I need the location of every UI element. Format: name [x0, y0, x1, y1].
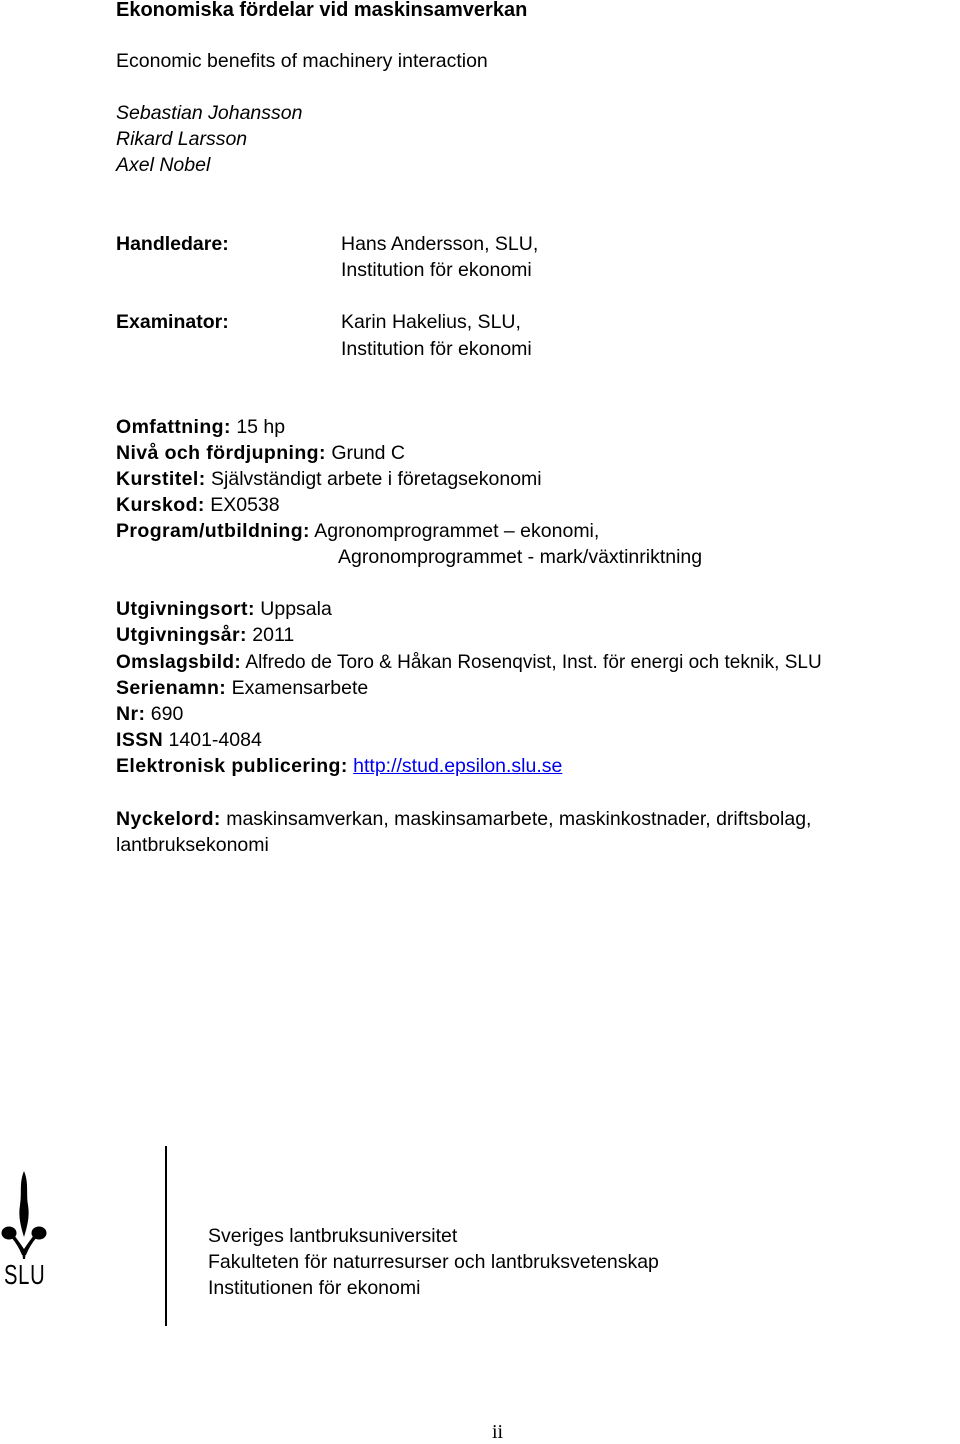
- number-value: 690: [150, 703, 184, 725]
- level-value: Grund C: [331, 442, 406, 464]
- course-code-value: EX0538: [210, 494, 280, 516]
- keywords-line-2: lantbruksekonomi: [116, 834, 269, 856]
- examiner-line-2: Institution för ekonomi: [341, 338, 532, 360]
- issn-value: 1401-4084: [168, 729, 262, 751]
- page-number: ii: [492, 1421, 504, 1443]
- place-label: Utgivningsort:: [116, 598, 255, 620]
- issn-label: ISSN: [116, 729, 164, 751]
- scope-label: Omfattning:: [116, 416, 231, 438]
- place-value: Uppsala: [260, 598, 332, 620]
- course-title-label: Kurstitel:: [116, 468, 206, 490]
- supervisor-line-1: Hans Andersson, SLU,: [341, 233, 539, 255]
- program-value: Agronomprogrammet – ekonomi,: [314, 520, 600, 542]
- author-3: Axel Nobel: [116, 154, 211, 176]
- place-row: [116, 600, 332, 620]
- course-title-row: [116, 470, 542, 490]
- year-row: [116, 626, 294, 646]
- examiner-label: Examinator:: [116, 311, 229, 333]
- course-title-value: Självständigt arbete i företagsekonomi: [211, 468, 542, 490]
- number-label: Nr:: [116, 703, 146, 725]
- supervisor-label: Handledare:: [116, 233, 229, 255]
- series-label: Serienamn:: [116, 677, 227, 699]
- series-value: Examensarbete: [231, 677, 369, 699]
- program-row: [116, 522, 599, 542]
- keywords-row: [116, 810, 811, 830]
- course-code-label: Kurskod:: [116, 494, 205, 516]
- title-swedish: Ekonomiska fördelar vid maskinsamverkan: [116, 0, 528, 21]
- course-code-row: [116, 496, 280, 516]
- supervisor-line-2: Institution för ekonomi: [341, 259, 532, 281]
- cover-label: Omslagsbild:: [116, 652, 242, 673]
- program-label: Program/utbildning:: [116, 520, 310, 542]
- title-english: Economic benefits of machinery interaction: [116, 50, 488, 72]
- cover-row: [116, 653, 822, 672]
- examiner-line-1: Karin Hakelius, SLU,: [341, 311, 521, 333]
- slu-logo: [0, 1165, 48, 1295]
- issn-row: [116, 731, 262, 751]
- footer-divider: [165, 1146, 167, 1326]
- author-2: Rikard Larsson: [116, 128, 248, 150]
- author-1: Sebastian Johansson: [116, 102, 303, 124]
- number-row: [116, 705, 183, 725]
- slu-logo-text: SLU: [4, 1259, 46, 1290]
- year-label: Utgivningsår:: [116, 624, 247, 646]
- electronic-label: Elektronisk publicering:: [116, 755, 348, 777]
- series-row: [116, 679, 368, 699]
- scope-value: 15 hp: [236, 416, 286, 438]
- year-value: 2011: [252, 624, 295, 646]
- org-line-2: Fakulteten för naturresurser och lantbruksvetenskap: [208, 1251, 659, 1273]
- cover-value: Alfredo de Toro & Håkan Rosenqvist, Inst. för energi och teknik, SLU: [245, 652, 822, 673]
- electronic-row: [116, 757, 562, 777]
- keywords-label: Nyckelord:: [116, 808, 221, 830]
- org-line-1: Sveriges lantbruksuniversitet: [208, 1225, 458, 1247]
- level-row: [116, 444, 405, 464]
- program-value-2: Agronomprogrammet - mark/växtinriktning: [338, 546, 703, 568]
- level-label: Nivå och fördjupning:: [116, 442, 326, 464]
- electronic-link[interactable]: http://stud.epsilon.slu.se: [353, 755, 563, 777]
- keywords-line-1: maskinsamverkan, maskinsamarbete, maskinkostnader, driftsbolag,: [226, 808, 812, 830]
- org-line-3: Institutionen för ekonomi: [208, 1277, 421, 1299]
- scope-row: [116, 418, 285, 438]
